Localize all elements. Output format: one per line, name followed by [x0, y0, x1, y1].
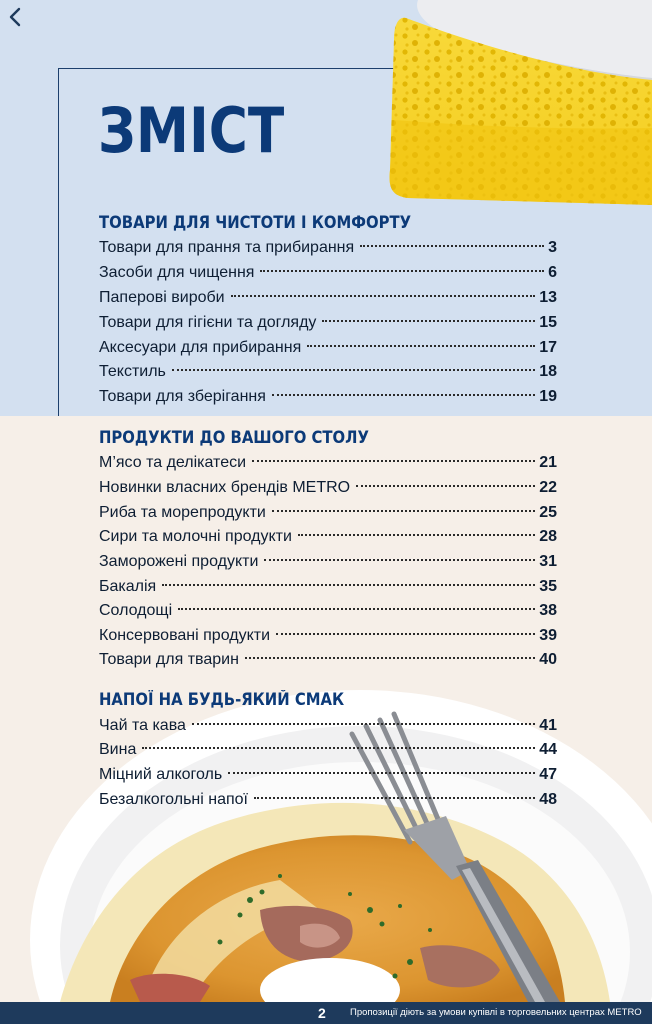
- toc-item-page: 47: [539, 766, 557, 783]
- toc-item-wine[interactable]: [99, 738, 557, 762]
- toc-item-page: 19: [539, 388, 557, 405]
- footer-bar: [0, 1002, 652, 1024]
- dot-leader: [260, 270, 544, 272]
- dot-leader: [252, 460, 535, 462]
- dot-leader: [142, 747, 535, 749]
- toc-item-page: 18: [539, 363, 557, 380]
- footer-note: Пропозиції діють за умови купівлі в торговельних центрах METRO: [350, 1007, 642, 1018]
- toc-item-tea-coffee[interactable]: [99, 714, 557, 738]
- toc-item-label: Чай та кава: [99, 717, 186, 734]
- toc-item-label: Товари для гігієни та догляду: [99, 314, 317, 331]
- toc-item-page: 21: [539, 454, 557, 471]
- page-title: ЗМІСТ: [98, 94, 285, 167]
- toc-item-grocery[interactable]: [99, 575, 557, 599]
- toc-item-page: 39: [539, 627, 557, 644]
- section-heading-cleaning: ТОВАРИ ДЛЯ ЧИСТОТИ І КОМФОРТУ: [99, 213, 412, 232]
- sponge-image: [378, 0, 652, 205]
- toc-item-textile[interactable]: [99, 360, 557, 384]
- dot-leader: [322, 320, 535, 322]
- toc-item-storage[interactable]: [99, 385, 557, 409]
- toc-item-label: Текстиль: [99, 363, 166, 380]
- toc-item-frozen[interactable]: [99, 550, 557, 574]
- section-heading-food: ПРОДУКТИ ДО ВАШОГО СТОЛУ: [99, 428, 369, 447]
- dot-leader: [272, 394, 535, 396]
- toc-item-page: 40: [539, 651, 557, 668]
- toc-item-label: Товари для прання та прибирання: [99, 239, 355, 256]
- dot-leader: [228, 772, 535, 774]
- section-heading-drinks: НАПОЇ НА БУДЬ-ЯКИЙ СМАК: [99, 690, 345, 709]
- dot-leader: [298, 534, 535, 536]
- toc-item-page: 38: [539, 602, 557, 619]
- toc-item-label: Товари для зберігання: [99, 388, 266, 405]
- dot-leader: [254, 797, 535, 799]
- frame-line-top: [58, 68, 403, 69]
- toc-item-label: Паперові вироби: [99, 289, 225, 306]
- toc-item-page: 48: [539, 791, 557, 808]
- toc-item-label: Заморожені продукти: [99, 553, 259, 570]
- toc-item-label: Вина: [99, 741, 137, 758]
- dot-leader: [307, 345, 535, 347]
- dot-leader: [178, 608, 535, 610]
- chevron-left-icon: [2, 4, 28, 30]
- toc-item-page: 31: [539, 553, 557, 570]
- dot-leader: [172, 369, 535, 371]
- dot-leader: [162, 584, 535, 586]
- toc-item-page: 17: [539, 339, 557, 356]
- dot-leader: [264, 559, 535, 561]
- back-button[interactable]: [2, 4, 28, 30]
- dot-leader: [245, 657, 535, 659]
- toc-item-page: 25: [539, 504, 557, 521]
- toc-item-cleaning-accessories[interactable]: [99, 336, 557, 360]
- toc-item-label: Бакалія: [99, 578, 157, 595]
- toc-item-page: 13: [539, 289, 557, 306]
- toc-item-label: Безалкогольні напої: [99, 791, 248, 808]
- toc-item-page: 15: [539, 314, 557, 331]
- dot-leader: [192, 723, 535, 725]
- toc-item-label: Засоби для чищення: [99, 264, 255, 281]
- toc-item-page: 35: [539, 578, 557, 595]
- toc-item-page: 28: [539, 528, 557, 545]
- toc-item-spirits[interactable]: [99, 763, 557, 787]
- toc-item-soft-drinks[interactable]: [99, 788, 557, 812]
- dot-leader: [360, 245, 544, 247]
- toc-item-pets[interactable]: [99, 648, 557, 672]
- dot-leader: [276, 633, 535, 635]
- toc-item-label: Товари для тварин: [99, 651, 239, 668]
- toc-item-label: Міцний алкоголь: [99, 766, 223, 783]
- toc-item-label: Риба та морепродукти: [99, 504, 266, 521]
- toc-item-meat[interactable]: [99, 451, 557, 475]
- toc-item-cleaning-agents[interactable]: [99, 261, 557, 285]
- toc-item-label: Аксесуари для прибирання: [99, 339, 302, 356]
- toc-item-page: 44: [539, 741, 557, 758]
- toc-item-paper-products[interactable]: [99, 286, 557, 310]
- frame-line-left: [58, 68, 59, 416]
- page-number: 2: [318, 1005, 326, 1021]
- dot-leader: [231, 295, 536, 297]
- dot-leader: [272, 510, 535, 512]
- toc-item-page: 6: [548, 264, 557, 281]
- toc-item-label: Солодощі: [99, 602, 173, 619]
- toc-item-fish[interactable]: [99, 501, 557, 525]
- toc-item-label: М’ясо та делікатеси: [99, 454, 247, 471]
- toc-item-hygiene[interactable]: [99, 311, 557, 335]
- toc-item-label: Консервовані продукти: [99, 627, 271, 644]
- dot-leader: [356, 485, 535, 487]
- toc-item-laundry[interactable]: [99, 236, 557, 260]
- toc-item-metro-brands[interactable]: [99, 476, 557, 500]
- toc-item-page: 41: [539, 717, 557, 734]
- toc-item-page: 3: [548, 239, 557, 256]
- toc-item-page: 22: [539, 479, 557, 496]
- toc-item-canned[interactable]: [99, 624, 557, 648]
- toc-item-sweets[interactable]: [99, 599, 557, 623]
- toc-item-label: Сири та молочні продукти: [99, 528, 292, 545]
- toc-item-dairy[interactable]: [99, 525, 557, 549]
- toc-item-label: Новинки власних брендів METRO: [99, 479, 351, 496]
